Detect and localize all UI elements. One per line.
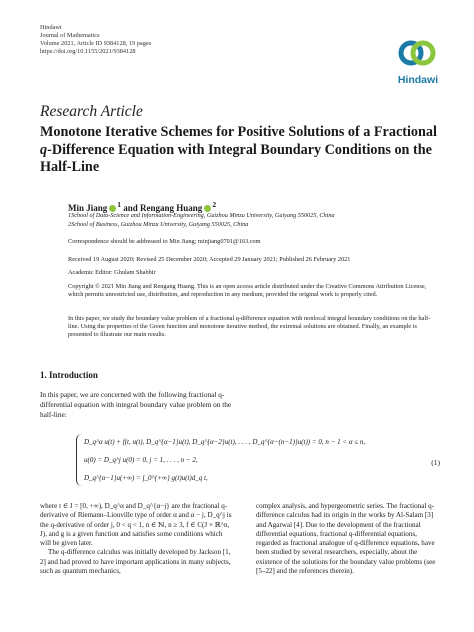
hindawi-logo: [396, 36, 438, 84]
author-2[interactable]: Rengang Huang: [140, 203, 203, 213]
article-title: [40, 124, 440, 177]
title-part-2: -Difference Equation with Integral Boundary Conditions on the Half-Line: [40, 141, 432, 175]
author-1[interactable]: Min Jiang: [68, 203, 108, 213]
affiliation-2: 2School of Business, Guizhou Minzu University, Guiyang 550025, China: [68, 220, 249, 228]
intro-paragraph: In this paper, we are concerned with the following fractional q-differential equation with integral boundary value problem on the half-line:: [40, 390, 232, 419]
section-heading-introduction: 1. Introduction: [40, 370, 98, 380]
paragraph: The q-difference calculus was initially developed by Jackson [1, 2] and had proved to have important applications in many subjects, such as quantum mechanics,: [40, 548, 231, 576]
copyright-notice: Copyright © 2021 Min Jiang and Rengang Huang. This is an open access article distributed under the Creative Commons Attribution License, which permits unrestricted use, distribution, and reproduction in any medium, provided the original work is properly cited.: [68, 283, 427, 299]
equation-number: (1): [431, 458, 440, 467]
title-part-1: Monotone Iterative Schemes for Positive Solutions of a Fractional: [40, 124, 437, 140]
journal-header: [40, 24, 151, 56]
hindawi-logo-icon: [396, 36, 438, 72]
paragraph: where t ∈ J = [0, +∞), D_q^α and D_q^{α−j} are the fractional q-derivative of Riemann–Liouville type of order α and α − j, D_q^j is the q-derivative of order j, 0 < q < 1, n ∈ ℕ, n ≥ 3, f ∈ C(J × ℝ^n, J), and g is a given function and satisfies some conditions which will be given later.: [40, 502, 232, 548]
affiliations: [68, 212, 335, 229]
paragraph: complex analysis, and hypergeometric series. The fractional q-difference calculus had its origin in the works by Al-Salam [3] and Agarwal [4]. Due to the development of the fractional differential equations, fractional q-differential equations, regarded as fractional analogue of q-difference equations, have been studied by several researchers, especially, about the existence of the solutions for the boundary value problems (see [5–22] and the references therein).: [256, 502, 436, 576]
logo-wordmark: Hindawi: [397, 74, 439, 86]
publisher-name: Hindawi: [40, 24, 62, 31]
body-column-right: [256, 502, 442, 576]
body-column-left: [40, 502, 234, 576]
academic-editor: Academic Editor: Ghulam Shabbir: [68, 269, 156, 276]
author-2-affil: 2: [212, 200, 217, 209]
affiliation-1: 1School of Data-Science and Information-Engineering, Guizhou Minzu University, Guiyang 550025, China: [68, 212, 335, 219]
abstract: In this paper, we study the boundary value problem of a fractional q-difference equation with nonlocal integral boundary conditions on the half-line. Using the properties of the Green function and monotone iterative method, the extremal solutions are obtained. Finally, an example is presented to illustrate our main results.: [68, 315, 431, 339]
author-conjunction: and: [123, 203, 138, 213]
equation-line-2: u(0) = D_q^j u(0) = 0, j = 1, . . . , n − 2,: [84, 456, 198, 464]
title-q: q: [40, 141, 48, 158]
article-type: Research Article: [40, 103, 143, 120]
doi-link[interactable]: https://doi.org/10.1155/2021/9384128: [40, 48, 136, 55]
journal-name: Journal of Mathematics: [40, 32, 100, 39]
volume-info: Volume 2021, Article ID 9384128, 19 pages: [40, 40, 152, 47]
equation-brace: [76, 434, 83, 486]
author-1-affil: 1: [117, 200, 122, 209]
equation-line-3: D_q^{α−1}u(+∞) = ∫_0^{+∞} g(t)u(t)d_q t,: [84, 474, 208, 482]
correspondence: Correspondence should be addressed to Min Jiang; minjiang0701@163.com: [68, 238, 261, 245]
publication-dates: Received 19 August 2020; Revised 25 December 2020; Accepted 29 January 2021; Published 26 February 2021: [68, 256, 351, 263]
equation-block: [40, 420, 440, 500]
equation-line-1: D_q^α u(t) + f(t, u(t), D_q^{α−1}u(t), D_q^{α−2}u(t), . . . , D_q^{α−(n−1)}u(t)) = 0, n − 1 < α ≤ n,: [84, 438, 366, 446]
